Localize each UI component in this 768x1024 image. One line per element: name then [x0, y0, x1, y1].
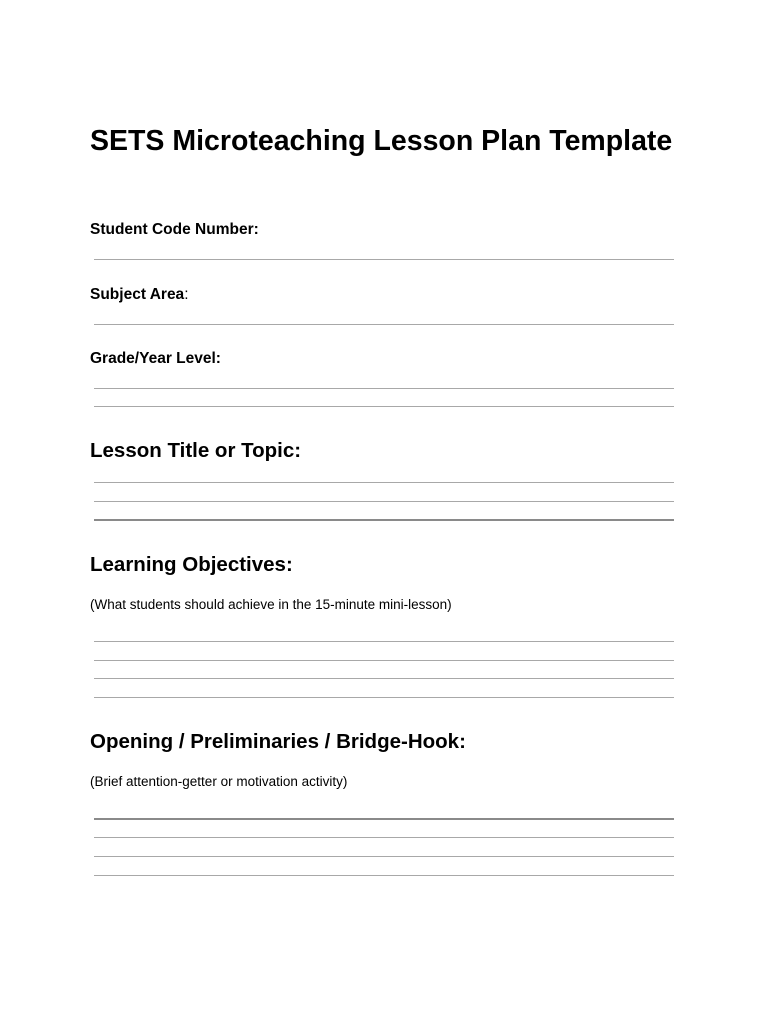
subject-area-line[interactable]	[94, 324, 674, 325]
lesson-title-heading: Lesson Title or Topic:	[90, 439, 302, 462]
learning-objectives-heading: Learning Objectives:	[90, 553, 293, 576]
learning-objectives-line-4[interactable]	[94, 697, 674, 698]
opening-note: (Brief attention-getter or motivation activity)	[90, 774, 348, 789]
learning-objectives-line-2[interactable]	[94, 660, 674, 661]
lesson-title-line-1[interactable]	[94, 482, 674, 483]
learning-objectives-line-1[interactable]	[94, 641, 674, 642]
opening-line-3[interactable]	[94, 856, 674, 857]
learning-objectives-line-3[interactable]	[94, 678, 674, 679]
grade-level-line-2[interactable]	[94, 406, 674, 407]
opening-heading: Opening / Preliminaries / Bridge-Hook:	[90, 730, 466, 753]
subject-area-label: Subject Area:	[90, 286, 189, 303]
opening-line-1[interactable]	[94, 818, 674, 820]
lesson-title-line-3[interactable]	[94, 519, 674, 521]
student-code-line[interactable]	[94, 259, 674, 260]
document-title: SETS Microteaching Lesson Plan Template	[90, 125, 673, 157]
grade-level-line-1[interactable]	[94, 388, 674, 389]
learning-objectives-note: (What students should achieve in the 15-minute mini-lesson)	[90, 597, 452, 612]
lesson-title-line-2[interactable]	[94, 501, 674, 502]
grade-level-label: Grade/Year Level:	[90, 350, 221, 367]
opening-line-4[interactable]	[94, 875, 674, 876]
student-code-label: Student Code Number:	[90, 221, 259, 238]
opening-line-2[interactable]	[94, 837, 674, 838]
